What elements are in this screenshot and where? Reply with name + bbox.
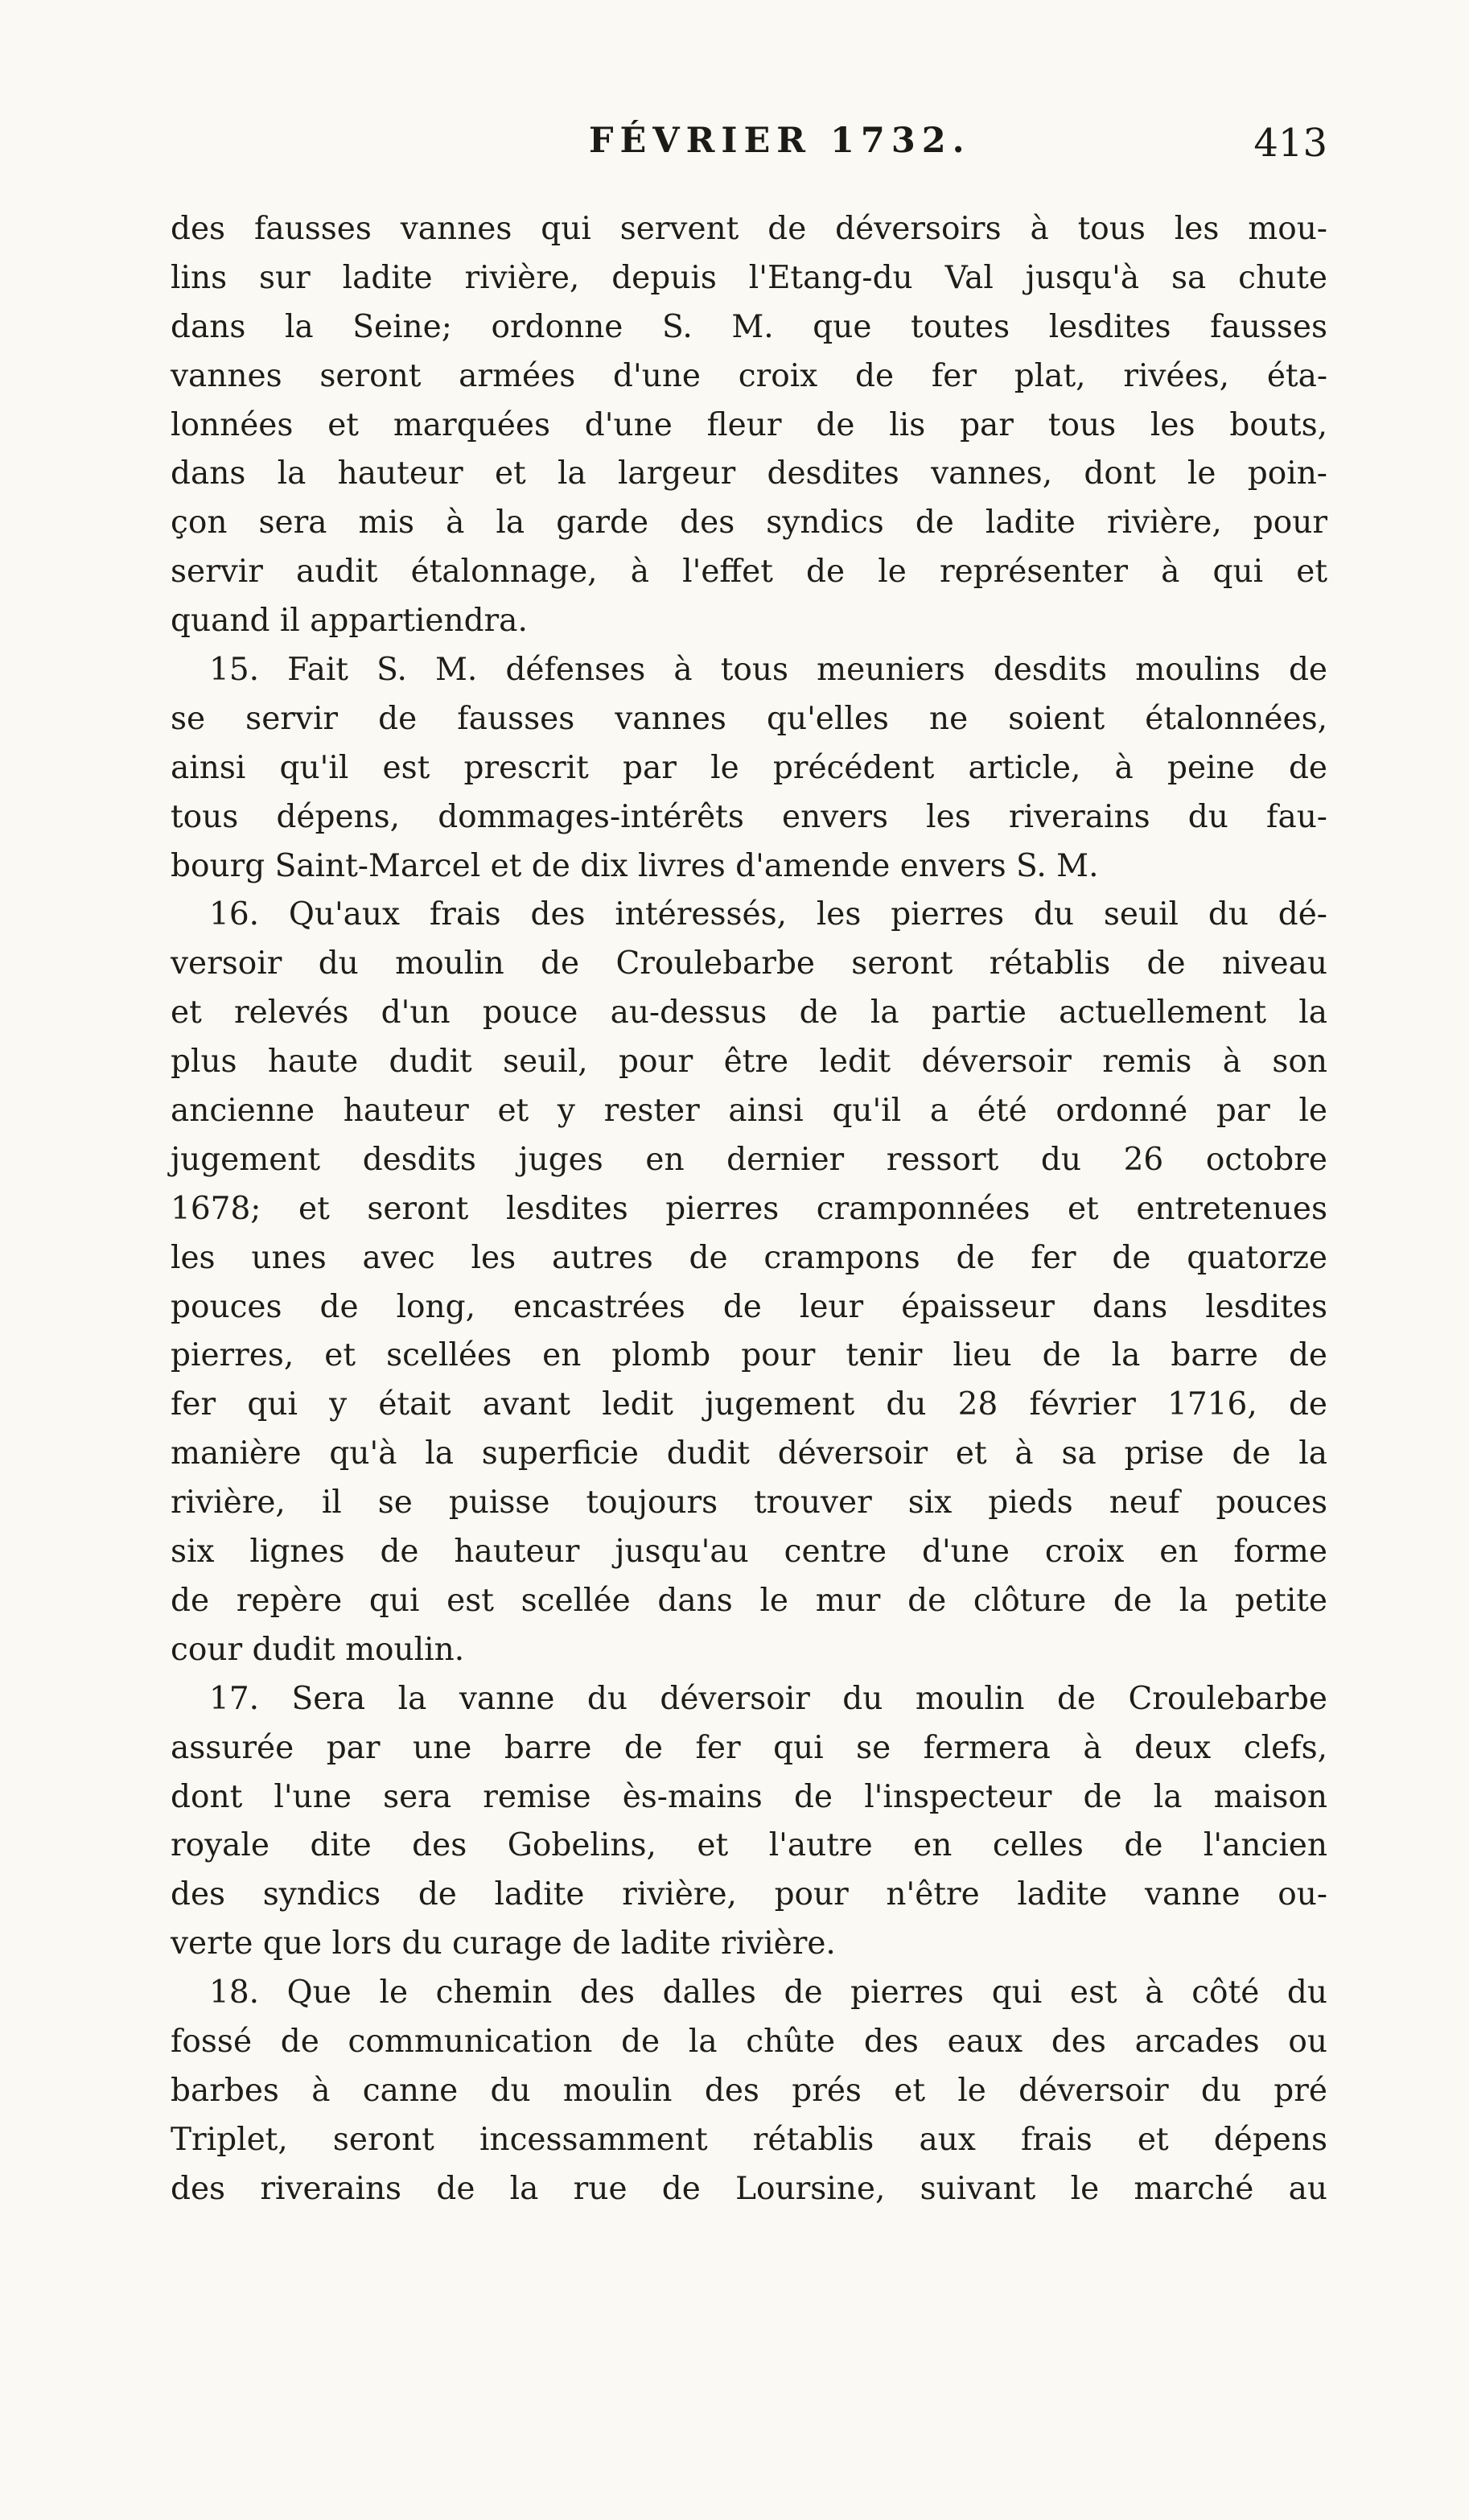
text-line: des riverains de la rue de Loursine, suivant le marché au — [171, 2170, 1327, 2207]
running-head — [171, 121, 1327, 177]
text-line: lonnées et marquées d'une fleur de lis par tous les bouts, — [171, 406, 1327, 443]
text-line: vannes seront armées d'une croix de fer plat, rivées, éta- — [171, 357, 1327, 394]
text-line: les unes avec les autres de crampons de fer de quatorze — [171, 1239, 1327, 1276]
text-line: çon sera mis à la garde des syndics de ladite rivière, pour — [171, 504, 1327, 541]
text-line: servir audit étalonnage, à l'effet de le représenter à qui et — [171, 554, 1327, 591]
text-line: dans la hauteur et la largeur desdites vannes, dont le poin- — [171, 455, 1327, 492]
page-number: 413 — [1253, 121, 1327, 166]
text-line: bourg Saint-Marcel et de dix livres d'amende envers S. M. — [171, 847, 1099, 884]
text-line: se servir de fausses vannes qu'elles ne soient étalonnées, — [171, 700, 1327, 737]
body-text — [171, 205, 1327, 2214]
text-line: 1678; et seront lesdites pierres cramponnées et entretenues — [171, 1190, 1327, 1227]
text-line: quand il appartiendra. — [171, 603, 528, 640]
text-line: rivière, il se puisse toujours trouver six pieds neuf pouces — [171, 1484, 1327, 1521]
text-line: dont l'une sera remise ès-mains de l'inspecteur de la maison — [171, 1778, 1327, 1815]
text-line: de repère qui est scellée dans le mur de clôture de la petite — [171, 1582, 1327, 1619]
text-line: Triplet, seront incessamment rétablis aux frais et dépens — [171, 2121, 1327, 2158]
text-line: versoir du moulin de Croulebarbe seront rétablis de niveau — [171, 945, 1327, 982]
text-line: barbes à canne du moulin des prés et le déversoir du pré — [171, 2072, 1327, 2109]
text-line: pouces de long, encastrées de leur épaisseur dans lesdites — [171, 1288, 1327, 1325]
text-line: six lignes de hauteur jusqu'au centre d'une croix en forme — [171, 1534, 1327, 1571]
running-head-title: FÉVRIER 1732. — [589, 121, 971, 161]
text-line: et relevés d'un pouce au-dessus de la partie actuellement la — [171, 994, 1327, 1031]
text-line: ancienne hauteur et y rester ainsi qu'il a été ordonné par le — [171, 1093, 1327, 1130]
text-line: lins sur ladite rivière, depuis l'Etang-du Val jusqu'à sa chute — [171, 259, 1327, 296]
text-line: des syndics de ladite rivière, pour n'être ladite vanne ou- — [171, 1876, 1327, 1913]
text-line: des fausses vannes qui servent de déversoirs à tous les mou- — [171, 211, 1327, 247]
text-line: fossé de communication de la chûte des eaux des arcades ou — [171, 2023, 1327, 2060]
text-line: assurée par une barre de fer qui se fermera à deux clefs, — [171, 1729, 1327, 1766]
text-line: tous dépens, dommages-intérêts envers les riverains du fau- — [171, 798, 1327, 835]
text-line: verte que lors du curage de ladite rivière. — [171, 1925, 836, 1962]
text-line: fer qui y était avant ledit jugement du 28 février 1716, de — [171, 1386, 1327, 1423]
text-line: royale dite des Gobelins, et l'autre en celles de l'ancien — [171, 1827, 1327, 1864]
article-18-line: 18. Que le chemin des dalles de pierres qui est à côté du — [209, 1974, 1327, 2011]
article-15-line: 15. Fait S. M. défenses à tous meuniers desdits moulins de — [209, 652, 1327, 689]
article-16-line: 16. Qu'aux frais des intéressés, les pierres du seuil du dé- — [209, 896, 1327, 933]
text-line: manière qu'à la superficie dudit déversoir et à sa prise de la — [171, 1435, 1327, 1472]
text-line: cour dudit moulin. — [171, 1631, 465, 1668]
text-line: ainsi qu'il est prescrit par le précédent article, à peine de — [171, 749, 1327, 786]
text-line: pierres, et scellées en plomb pour tenir lieu de la barre de — [171, 1337, 1327, 1374]
text-line: dans la Seine; ordonne S. M. que toutes lesdites fausses — [171, 308, 1327, 345]
text-line: plus haute dudit seuil, pour être ledit déversoir remis à son — [171, 1044, 1327, 1081]
text-line: jugement desdits juges en dernier ressort du 26 octobre — [171, 1141, 1327, 1178]
article-17-line: 17. Sera la vanne du déversoir du moulin de Croulebarbe — [209, 1680, 1327, 1717]
